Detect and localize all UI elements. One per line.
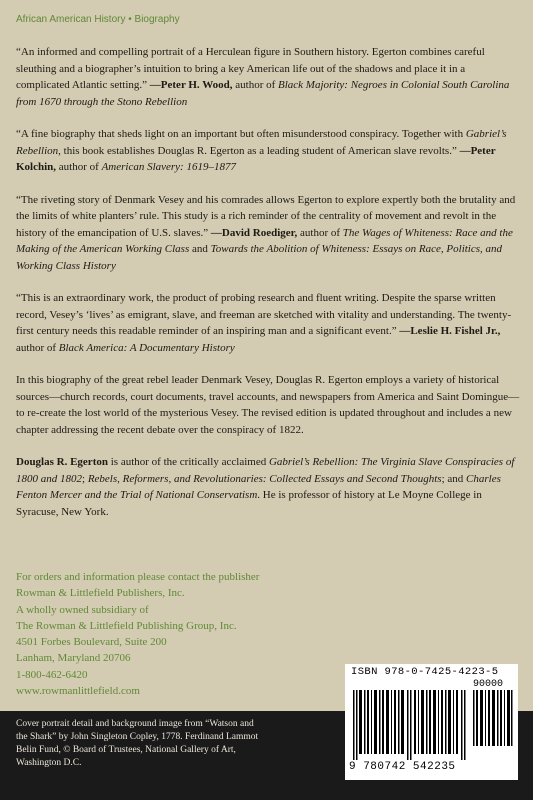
barcode-digits: 9 780742 542235 xyxy=(349,761,456,773)
bio-text: . He is professor of history at Le Moyne College in Syracuse, New York. xyxy=(16,489,482,518)
blurb-author-of: author of xyxy=(297,226,343,239)
blurb-wood xyxy=(16,44,520,110)
blurb-quote: “A fine biography that sheds light on an important but often misunderstood conspiracy. Together with xyxy=(16,128,466,140)
bio-text: ; and xyxy=(441,472,467,485)
blurb-book: The Wages of Whiteness: Race and the Making of the American Working Class xyxy=(16,226,513,255)
blurb-and: and xyxy=(189,243,211,255)
barcode-icon xyxy=(353,690,469,760)
blurb-author-of: author of xyxy=(16,341,59,354)
back-cover-text xyxy=(16,44,520,520)
contact-line: The Rowman & Littlefield Publishing Group, Inc. xyxy=(16,619,237,632)
blurb-book: Black Majority: Negroes in Colonial South Carolina from 1670 through the Stono Rebellion xyxy=(16,79,510,108)
blurb-book: American Slavery: 1619–1877 xyxy=(101,161,236,173)
blurb-author: —Peter Kolchin, xyxy=(16,144,496,173)
bio-book: Charles Fenton Mercer and the Trial of National Conservatism xyxy=(16,472,501,501)
blurb-quote: “An informed and compelling portrait of a Herculean figure in Southern history. Egerton combines careful sleuthing and a biographer’s intuition to bring a key American life out of the shadows and place it in a complicated Atlantic setting.” xyxy=(16,46,485,91)
price-code: 90000 xyxy=(473,679,504,690)
blurb-author-of: author of xyxy=(232,79,279,91)
price-barcode-icon xyxy=(473,690,513,746)
book-description: In this biography of the great rebel leader Denmark Vesey, Douglas R. Egerton employs a variety of historical sources—church records, court documents, travel accounts, and newspapers from America and Saint Domingue—to re-create the lost world of the mysterious Vesey. The revised edition is updated throughout and includes a new chapter addressing the recent debate over the conspiracy of 1822. xyxy=(16,374,520,436)
contact-line: Rowman & Littlefield Publishers, Inc. xyxy=(16,587,185,600)
bio-book: Gabriel’s Rebellion: The Virginia Slave Conspiracies of 1800 and 1802 xyxy=(16,456,515,485)
blurb-book: Towards the Abolition of Whiteness: Essays on Race, Politics, and Working Class History xyxy=(16,243,503,272)
publisher-contact xyxy=(16,569,259,699)
bio-book: Rebels, Reformers, and Revolutionaries: Collected Essays and Second Thoughts xyxy=(87,472,442,485)
author-bio xyxy=(16,454,520,520)
blurb-author-of: author of xyxy=(56,161,102,173)
cover-credit: Cover portrait detail and background image from “Watson and the Shark” by John Singleton Copley, 1778. Ferdinand Lammot Belin Fund, © Board of Trustees, National Gallery of Art, Washington D.C. xyxy=(16,719,259,768)
category-label: African American History • Biography xyxy=(16,14,180,25)
blurb-quote: “This is an extraordinary work, the product of probing research and fluent writing. Despite the sparse written record, Vesey’s ‘lives’ as emigrant, slave, and freeman are sketched with vitality and understanding. The twenty-first century needs this readable reminder of an inspiring man and a significant event.” xyxy=(16,292,512,337)
blurb-quote: this book establishes Douglas R. Egerton as a leading student of American slave revolts.” xyxy=(60,144,460,157)
bio-text: ; xyxy=(82,472,88,485)
blurb-author: —David Roediger, xyxy=(210,226,298,239)
blurb-fishel xyxy=(16,290,520,356)
contact-line: A wholly owned subsidiary of xyxy=(16,603,149,616)
publisher-website: www.rowmanlittlefield.com xyxy=(16,685,140,698)
contact-line: 1-800-462-6420 xyxy=(16,668,88,681)
blurb-book: Black America: A Documentary History xyxy=(58,341,235,354)
blurb-quote: “The riveting story of Denmark Vesey and his comrades allows Egerton to explore expertly both the brutality and the limits of white planters’ rule. This study is a rich reminder of the centrality of movement and revolt in the history of the emancipation of U.S. slaves.” xyxy=(16,193,516,239)
isbn-number: ISBN 978-0-7425-4223-5 xyxy=(351,666,499,678)
author-name: Douglas R. Egerton xyxy=(16,456,108,468)
bio-text: is author of the critically acclaimed xyxy=(107,456,269,468)
blurb-author: —Peter H. Wood, xyxy=(149,79,233,91)
blurb-roediger xyxy=(16,192,520,275)
contact-line: 4501 Forbes Boulevard, Suite 200 xyxy=(16,636,167,649)
contact-line: Lanham, Maryland 20706 xyxy=(16,652,131,665)
blurb-kolchin xyxy=(16,126,520,176)
blurb-quote-title: Gabriel’s Rebellion, xyxy=(16,128,507,157)
blurb-author: —Leslie H. Fishel Jr., xyxy=(399,325,501,337)
barcode-box xyxy=(345,664,518,780)
contact-line: For orders and information please contact the publisher xyxy=(16,571,260,583)
